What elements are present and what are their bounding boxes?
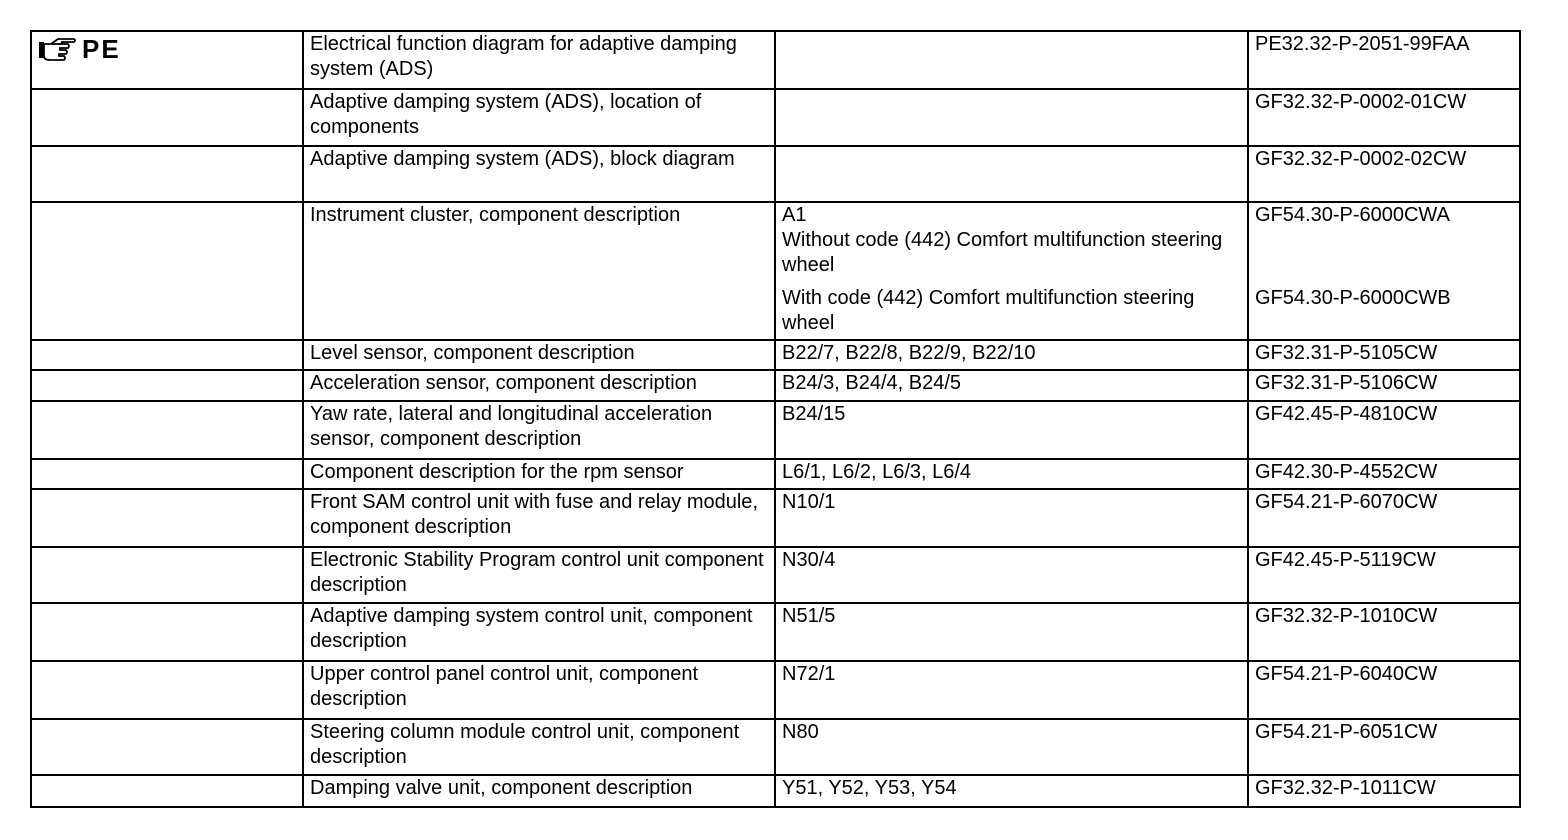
reference-cell[interactable]: GF54.21-P-6051CW <box>1248 719 1520 775</box>
description-cell: Instrument cluster, component description <box>303 202 775 340</box>
components-cell: N51/5 <box>775 603 1248 661</box>
empty-cell <box>31 146 303 202</box>
empty-cell <box>31 489 303 547</box>
components-cell <box>775 146 1248 202</box>
description-cell: Adaptive damping system control unit, component description <box>303 603 775 661</box>
components-cell <box>775 202 1248 340</box>
table-row <box>31 489 1520 547</box>
empty-cell <box>31 719 303 775</box>
table-row <box>31 146 1520 202</box>
description-cell: Front SAM control unit with fuse and relay module, component description <box>303 489 775 547</box>
reference-cell[interactable]: GF54.21-P-6070CW <box>1248 489 1520 547</box>
pe-marker <box>38 32 296 64</box>
description-cell: Component description for the rpm sensor <box>303 459 775 489</box>
empty-cell <box>31 89 303 146</box>
description-cell: Acceleration sensor, component description <box>303 370 775 401</box>
empty-cell <box>31 370 303 401</box>
empty-cell <box>31 401 303 459</box>
table-row <box>31 459 1520 489</box>
empty-cell <box>31 547 303 603</box>
reference-cell <box>1248 202 1520 340</box>
table-row <box>31 370 1520 401</box>
reference-cell[interactable]: PE32.32-P-2051-99FAA <box>1248 31 1520 89</box>
empty-cell <box>31 661 303 719</box>
reference-cell[interactable]: GF54.21-P-6040CW <box>1248 661 1520 719</box>
empty-cell <box>31 603 303 661</box>
description-cell: Level sensor, component description <box>303 340 775 370</box>
reference-cell[interactable]: GF32.32-P-0002-02CW <box>1248 146 1520 202</box>
table-row <box>31 401 1520 459</box>
description-cell: Adaptive damping system (ADS), block diagram <box>303 146 775 202</box>
reference-cell[interactable]: GF32.32-P-1011CW <box>1248 775 1520 807</box>
components-cell: N10/1 <box>775 489 1248 547</box>
components-cell: B24/15 <box>775 401 1248 459</box>
reference-table <box>30 30 1521 808</box>
table-row <box>31 202 1520 340</box>
reference-link-a[interactable]: GF54.30-P-6000CWA <box>1255 204 1450 226</box>
table-row <box>31 340 1520 370</box>
reference-cell[interactable]: GF32.32-P-0002-01CW <box>1248 89 1520 146</box>
pe-label: PE <box>82 34 121 64</box>
components-cell <box>775 31 1248 89</box>
reference-cell[interactable]: GF32.32-P-1010CW <box>1248 603 1520 661</box>
table-row <box>31 31 1520 89</box>
empty-cell <box>31 775 303 807</box>
pointing-hand-icon <box>38 36 76 62</box>
variant-with-code: With code (442) Comfort multifunction steering wheel <box>782 287 1195 334</box>
table-row <box>31 661 1520 719</box>
table-row <box>31 603 1520 661</box>
description-cell: Upper control panel control unit, component description <box>303 661 775 719</box>
table-row <box>31 547 1520 603</box>
components-cell: N72/1 <box>775 661 1248 719</box>
components-cell: Y51, Y52, Y53, Y54 <box>775 775 1248 807</box>
reference-cell[interactable]: GF32.31-P-5106CW <box>1248 370 1520 401</box>
table-row <box>31 719 1520 775</box>
empty-cell <box>31 459 303 489</box>
description-cell: Steering column module control unit, component description <box>303 719 775 775</box>
description-cell: Electronic Stability Program control unit component description <box>303 547 775 603</box>
reference-link-b[interactable]: GF54.30-P-6000CWB <box>1255 287 1451 309</box>
table-row <box>31 775 1520 807</box>
description-cell: Damping valve unit, component description <box>303 775 775 807</box>
empty-cell <box>31 340 303 370</box>
components-cell: N80 <box>775 719 1248 775</box>
reference-cell[interactable]: GF32.31-P-5105CW <box>1248 340 1520 370</box>
components-cell: L6/1, L6/2, L6/3, L6/4 <box>775 459 1248 489</box>
variant-without-code: Without code (442) Comfort multifunction steering wheel <box>782 229 1223 276</box>
reference-cell[interactable]: GF42.45-P-5119CW <box>1248 547 1520 603</box>
components-cell: B22/7, B22/8, B22/9, B22/10 <box>775 340 1248 370</box>
component-code: A1 <box>782 204 807 226</box>
components-cell: N30/4 <box>775 547 1248 603</box>
reference-cell[interactable]: GF42.30-P-4552CW <box>1248 459 1520 489</box>
components-cell: B24/3, B24/4, B24/5 <box>775 370 1248 401</box>
description-cell: Electrical function diagram for adaptive damping system (ADS) <box>303 31 775 89</box>
components-cell <box>775 89 1248 146</box>
description-cell: Yaw rate, lateral and longitudinal acceleration sensor, component description <box>303 401 775 459</box>
marker-cell <box>31 31 303 89</box>
table-row <box>31 89 1520 146</box>
description-cell: Adaptive damping system (ADS), location of components <box>303 89 775 146</box>
empty-cell <box>31 202 303 340</box>
spacer <box>1255 228 1513 278</box>
reference-cell[interactable]: GF42.45-P-4810CW <box>1248 401 1520 459</box>
